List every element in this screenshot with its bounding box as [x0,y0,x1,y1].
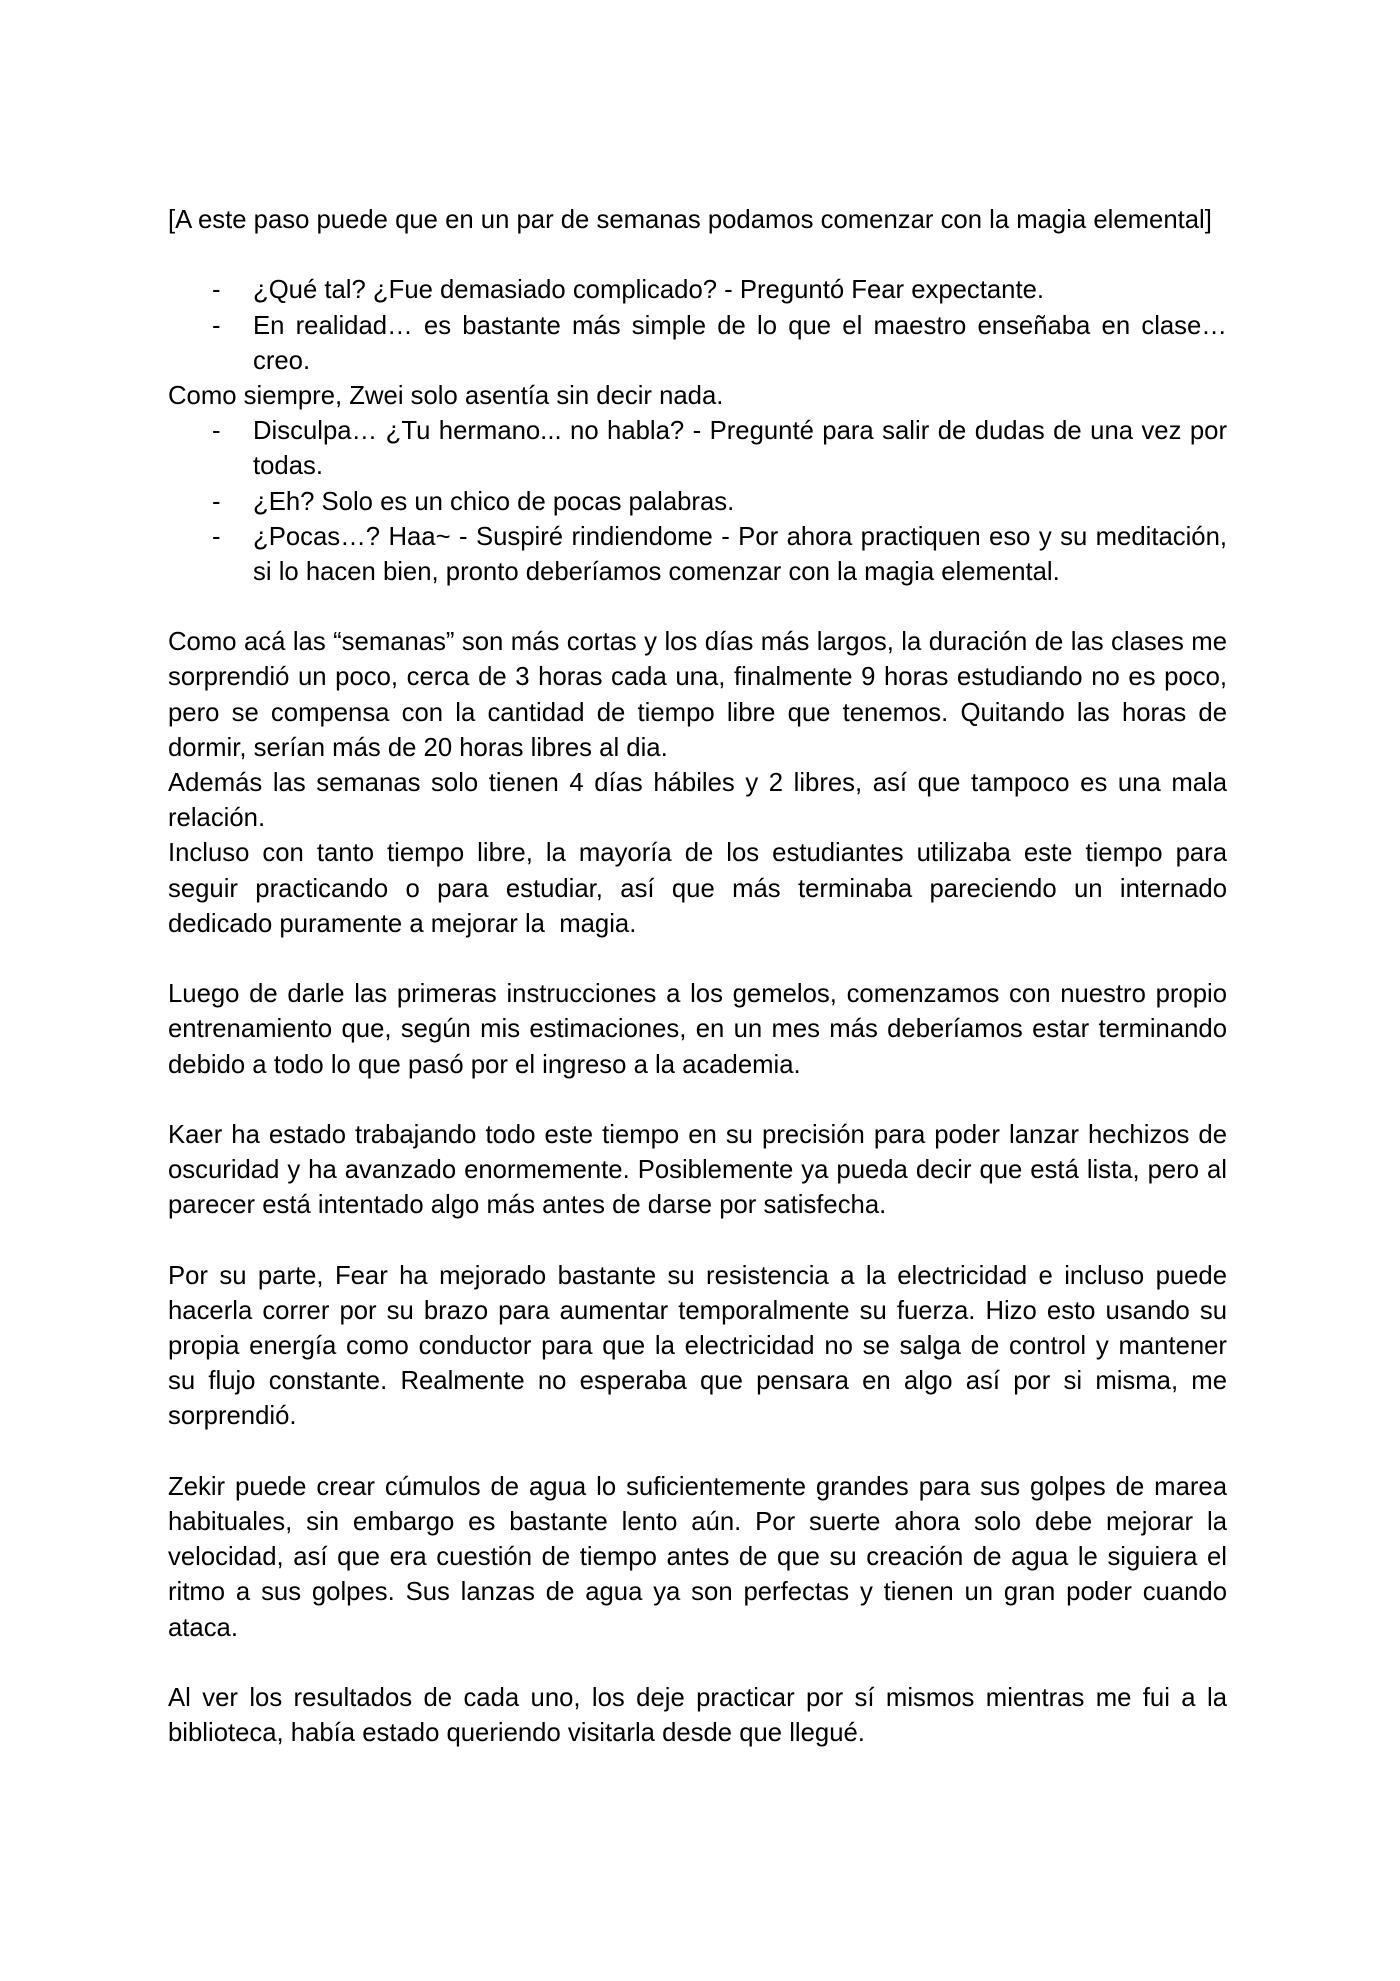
body-paragraph [168,766,1227,836]
dialogue-item [168,414,1227,484]
text-line: entrenamiento que, según mis estimaciones, en un mes más deberíamos estar terminando [168,1015,1227,1044]
intro-paragraph [168,203,1227,238]
text-line: parecer está intentado algo más antes de darse por satisfecha. [168,1191,887,1220]
text-line: dedicado puramente a mejorar la magia. [168,909,637,938]
text-line: pero se compensa con la cantidad de tiempo libre que tenemos. Quitando las horas de [168,698,1227,727]
body-paragraph [168,836,1227,942]
paragraph-spacer [168,238,1227,273]
text-line: Como siempre, Zwei solo asentía sin decir nada. [168,381,724,410]
text-line: relación. [168,804,266,833]
list-marker: - [212,311,221,340]
dialogue-item [168,485,1227,520]
list-marker: - [212,522,221,551]
narration-paragraph [168,379,1227,414]
paragraph-spacer [168,1646,1227,1681]
text-line: ¿Eh? Solo es un chico de pocas palabras. [253,487,735,516]
text-line: ¿Qué tal? ¿Fue demasiado complicado? - Preguntó Fear expectante. [253,276,1045,305]
list-marker: - [212,276,221,305]
dialogue-list [168,414,1227,590]
list-marker: - [212,487,221,516]
text-line: habituales, sin embargo es bastante lento aún. Por suerte ahora solo debe mejorar la [168,1507,1227,1536]
dialogue-item [168,309,1227,379]
text-line: velocidad, así que era cuestión de tiempo antes de que su creación de agua le siguiera el [168,1543,1227,1572]
text-line: Kaer ha estado trabajando todo este tiempo en su precisión para poder lanzar hechizos de [168,1120,1227,1149]
text-line: su flujo constante. Realmente no esperaba que pensara en algo así por si misma, me [168,1367,1227,1396]
text-line: Por su parte, Fear ha mejorado bastante su resistencia a la electricidad e incluso puede [168,1261,1227,1290]
paragraph-spacer [168,1083,1227,1118]
body-paragraph [168,1470,1227,1646]
body-paragraph [168,1118,1227,1224]
text-line: Además las semanas solo tienen 4 días hábiles y 2 libres, así que tampoco es una mala [168,769,1227,797]
text-line: creo. [253,346,311,375]
text-line: propia energía como conductor para que la electricidad no se salga de control y mantener [168,1332,1227,1360]
body-paragraph [168,625,1227,766]
dialogue-text [253,414,1227,484]
dialogue-text [253,309,1227,379]
text-line: sorprendió un poco, cerca de 3 horas cada una, finalmente 9 horas estudiando no es poco, [168,663,1227,692]
dialogue-item [168,273,1227,308]
text-line: debido a todo lo que pasó por el ingreso a la academia. [168,1050,801,1079]
dialogue-list [168,273,1227,379]
text-line: Zekir puede crear cúmulos de agua lo suficientemente grandes para sus golpes de marea [168,1472,1227,1501]
text-line: dormir, serían más de 20 horas libres al dia. [168,733,668,762]
body-paragraph [168,977,1227,1083]
text-line: todas. [253,452,323,481]
text-line: ¿Pocas…? Haa~ - Suspiré rindiendome - Por ahora practiquen eso y su meditación, [253,522,1227,551]
text-line: sorprendió. [168,1402,297,1431]
text-line: En realidad… es bastante más simple de lo que el maestro enseñaba en clase… [253,311,1227,340]
text-line: Disculpa… ¿Tu hermano... no habla? - Pregunté para salir de dudas de una vez por [253,417,1227,446]
body-paragraph [168,1681,1227,1751]
text-line: Luego de darle las primeras instrucciones a los gemelos, comenzamos con nuestro propio [168,980,1227,1009]
dialogue-text [253,520,1227,590]
text-line: oscuridad y ha avanzado enormemente. Posiblemente ya pueda decir que está lista, pero al [168,1156,1227,1185]
text-line: Incluso con tanto tiempo libre, la mayoría de los estudiantes utilizaba este tiempo para [168,839,1227,868]
list-marker: - [212,417,221,446]
paragraph-spacer [168,942,1227,977]
dialogue-text [253,273,1227,308]
text-line: Como acá las “semanas” son más cortas y los días más largos, la duración de las clases me [168,628,1227,657]
text-line: hacerla correr por su brazo para aumentar temporalmente su fuerza. Hizo esto usando su [168,1296,1227,1325]
text-line: seguir practicando o para estudiar, así que más terminaba pareciendo un internado [168,874,1227,903]
text-line: ritmo a sus golpes. Sus lanzas de agua ya son perfectas y tienen un gran poder cuando [168,1578,1227,1607]
dialogue-text [253,485,1227,520]
text-line: Al ver los resultados de cada uno, los deje practicar por sí mismos mientras me fui a la [168,1683,1227,1712]
paragraph-spacer [168,1223,1227,1258]
paragraph-spacer [168,1435,1227,1470]
text-line: [A este paso puede que en un par de semanas podamos comenzar con la magia elemental] [168,206,1212,234]
paragraph-spacer [168,590,1227,625]
text-body [168,203,1227,1751]
text-line: biblioteca, había estado queriendo visitarla desde que llegué. [168,1719,865,1748]
dialogue-item [168,520,1227,590]
text-line: ataca. [168,1613,238,1642]
text-line: si lo hacen bien, pronto deberíamos comenzar con la magia elemental. [253,557,1060,586]
body-paragraph [168,1259,1227,1435]
